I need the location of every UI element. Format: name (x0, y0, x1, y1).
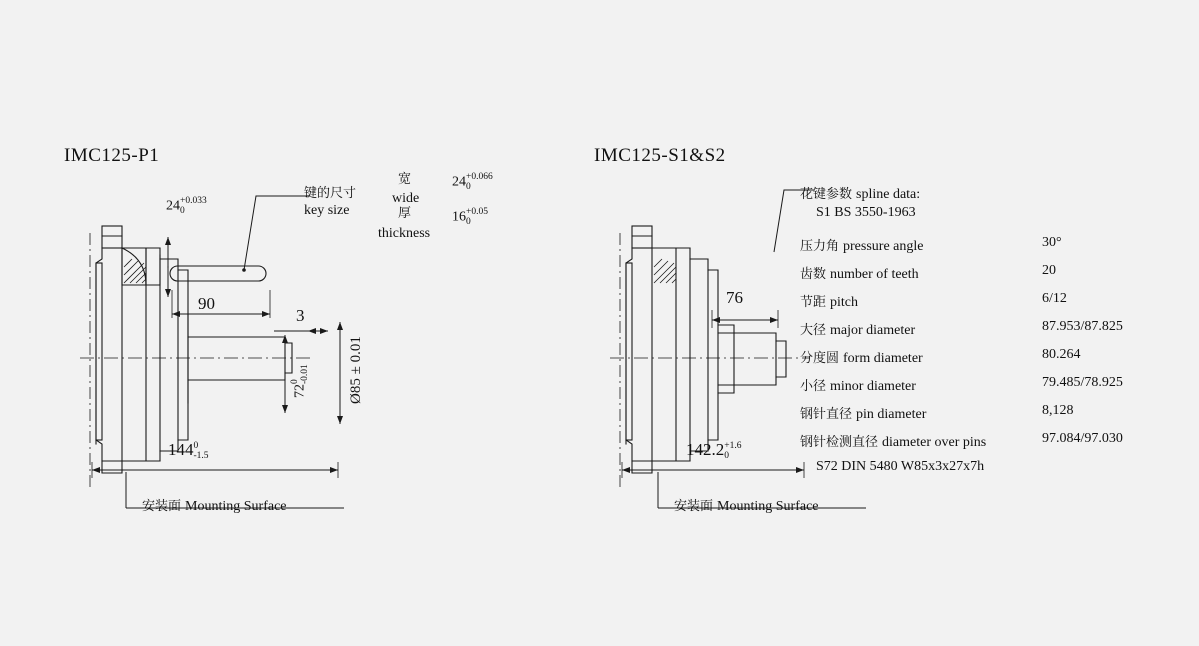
spec-value: 97.084/97.030 (1042, 431, 1123, 446)
spec-row (800, 235, 923, 255)
key-size-label-en: key size (304, 203, 350, 218)
dim-76-line (706, 306, 790, 332)
spec-value: 6/12 (1042, 291, 1067, 306)
dim-24-tol-upper: +0.033 (180, 196, 207, 206)
key-wide-tol-upper: +0.066 (466, 172, 493, 182)
key-wide-value: 24 +0.066 0 (452, 172, 493, 192)
mounting-surface-left-cn: 安装面 (142, 499, 182, 514)
spec-row (800, 347, 923, 367)
spec-label-en: pressure angle (843, 239, 924, 254)
dim-142-label: 142.2 +1.6 0 (686, 440, 742, 462)
spec-row (800, 291, 858, 311)
right-drawing-title: IMC125-S1&S2 (594, 145, 726, 166)
spec-value: 87.953/87.825 (1042, 319, 1123, 334)
key-wide-cn: 宽 (398, 172, 412, 187)
mounting-surface-left (142, 495, 287, 515)
spec-label-en: diameter over pins (882, 435, 987, 450)
spec-label-cn: 大径 (800, 323, 827, 338)
spec-value: 79.485/78.925 (1042, 375, 1123, 390)
spec-row (800, 375, 916, 395)
mounting-surface-right-cn: 安装面 (674, 499, 714, 514)
spec-label-cn: 齿数 (800, 267, 827, 282)
dim-90-line (168, 286, 278, 322)
spec-label-en: pin diameter (856, 407, 927, 422)
spline-heading-cn: 花键参数 (800, 187, 853, 202)
key-thickness-cn: 厚 (398, 206, 412, 221)
spec-label-cn: 小径 (800, 379, 827, 394)
spec-row (800, 431, 986, 451)
spec-label-cn: 钢针直径 (800, 407, 853, 422)
dim-3-label: 3 (296, 306, 305, 325)
spec-label-cn: 钢针检测直径 (800, 435, 879, 450)
spec-row (800, 319, 915, 339)
dim-72-label: 72 0 -0.01 (290, 364, 310, 398)
dim-144-tol-lower: -1.5 (193, 451, 209, 462)
spec-label-en: pitch (830, 295, 859, 310)
spec-row (800, 403, 926, 423)
standard-s72: S72 DIN 5480 W85x3x27x7h (816, 459, 985, 474)
spec-row (800, 263, 919, 283)
mounting-surface-right (674, 495, 819, 515)
key-size-callout (304, 182, 356, 219)
spec-label-en: number of teeth (830, 267, 919, 282)
spec-label-en: minor diameter (830, 379, 916, 394)
dim-72-tol-lower: -0.01 (300, 364, 310, 384)
dim-72-line (276, 332, 294, 416)
spec-value: 8,128 (1042, 403, 1074, 418)
spec-label-cn: 压力角 (800, 239, 840, 254)
key-thickness-value: 16 +0.05 0 (452, 207, 488, 227)
dim-144-tol-upper: 0 (193, 441, 199, 452)
spec-label-cn: 节距 (800, 295, 827, 310)
spline-heading-en: spline data: (856, 187, 921, 202)
key-thickness-en: thickness (378, 226, 431, 241)
dim-142-tol-upper: +1.6 (724, 441, 742, 452)
mounting-surface-left-en: Mounting Surface (185, 499, 287, 514)
standard-s1: S1 BS 3550-1963 (816, 205, 916, 220)
key-thickness-tol-lower: 0 (466, 217, 471, 227)
spec-label-cn: 分度圆 (800, 351, 840, 366)
dim-24-label: 24 +0.033 0 (166, 196, 207, 216)
left-drawing-title: IMC125-P1 (64, 145, 160, 166)
key-wide-en: wide (392, 191, 420, 206)
dim-144-label: 144 0 -1.5 (168, 440, 209, 462)
dim-76-label: 76 (726, 288, 743, 307)
dim-24-tol-lower: 0 (180, 206, 185, 216)
spec-value: 80.264 (1042, 347, 1081, 362)
spec-label-en: major diameter (830, 323, 916, 338)
dim-90-label: 90 (198, 294, 215, 313)
dim-dia85-label: Ø85 ± 0.01 (348, 336, 364, 404)
dim-72-tol-upper: 0 (290, 379, 300, 384)
mounting-surface-right-en: Mounting Surface (717, 499, 819, 514)
spline-data-heading (800, 183, 920, 203)
key-wide-tol-lower: 0 (466, 182, 471, 192)
key-thickness-tol-upper: +0.05 (466, 207, 488, 217)
dim-dia85-line (330, 318, 350, 428)
spec-label-en: form diameter (843, 351, 923, 366)
spec-value: 30° (1042, 235, 1062, 250)
dim-142-tol-lower: 0 (724, 451, 729, 462)
spec-value: 20 (1042, 263, 1056, 278)
key-size-label-cn: 键的尺寸 (304, 186, 357, 201)
